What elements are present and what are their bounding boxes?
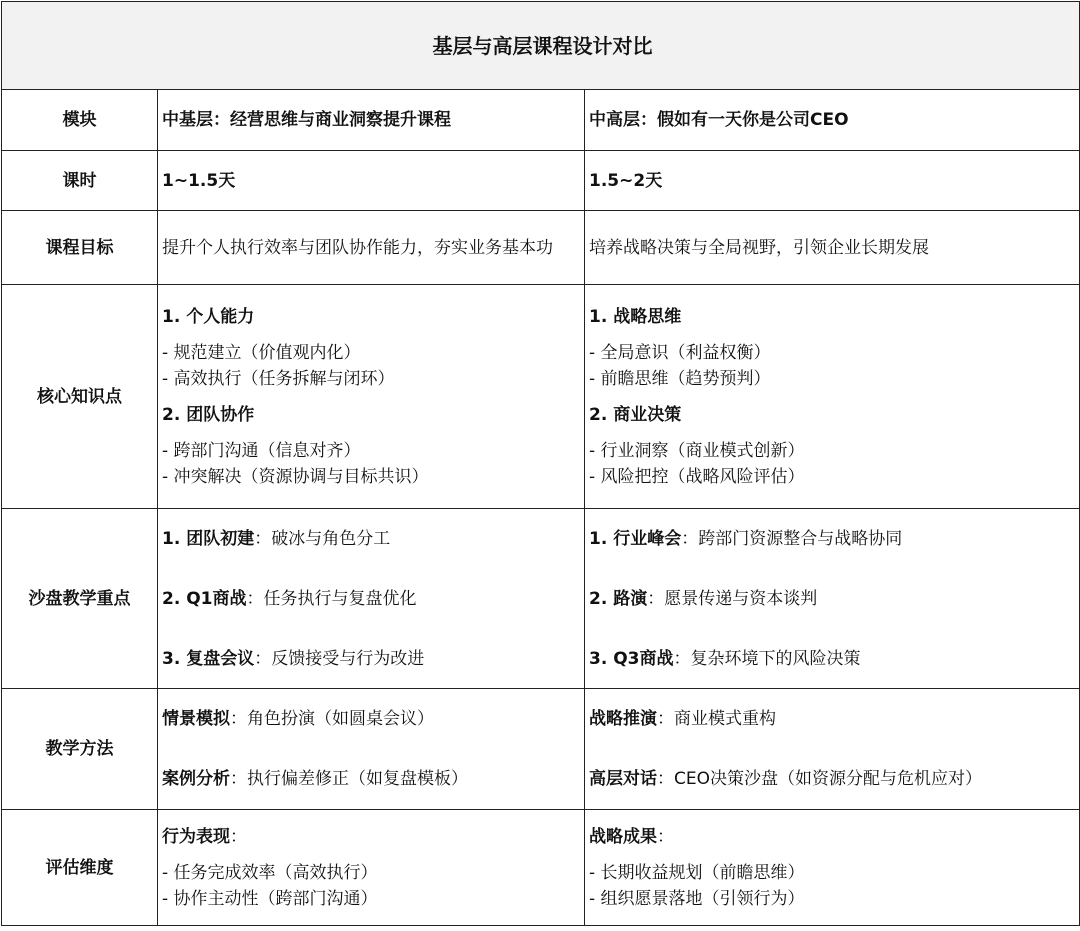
row-knowledge bbox=[2, 285, 1080, 509]
label-goal: 课程目标 bbox=[2, 211, 158, 285]
knowledge-high-bullet-1: - 全局意识（利益权衡） bbox=[589, 342, 771, 363]
method-high-item: 高层对话：CEO决策沙盘（如资源分配与危机应对） bbox=[589, 769, 982, 789]
sandbox-high-item: 2. 路演：愿景传递与资本谈判 bbox=[589, 588, 818, 609]
eval-high-bullet-2: - 组织愿景落地（引领行为） bbox=[589, 888, 805, 909]
knowledge-high-bullet-3: - 行业洞察（商业模式创新） bbox=[589, 440, 805, 461]
label-knowledge: 核心知识点 bbox=[2, 285, 158, 509]
eval-high-bullet-1: - 长期收益规划（前瞻思维） bbox=[589, 862, 805, 883]
method-mid bbox=[158, 689, 585, 810]
goal-high: 培养战略决策与全局视野，引领企业长期发展 bbox=[585, 211, 1080, 285]
sandbox-high-item: 3. Q3商战：复杂环境下的风险决策 bbox=[589, 648, 861, 669]
hours-mid: 1~1.5天 bbox=[158, 151, 585, 211]
knowledge-high-heading-1: 1. 战略思维 bbox=[589, 306, 682, 327]
knowledge-high-heading-2: 2. 商业决策 bbox=[589, 404, 682, 425]
knowledge-mid-heading-2: 2. 团队协作 bbox=[162, 404, 255, 425]
eval-mid-bullet-1: - 任务完成效率（高效执行） bbox=[162, 862, 378, 883]
eval-mid-bullet-2: - 协作主动性（跨部门沟通） bbox=[162, 888, 378, 909]
row-sandbox bbox=[2, 509, 1080, 689]
module-high: 中高层：假如有一天你是公司CEO bbox=[585, 90, 1080, 151]
knowledge-high bbox=[585, 285, 1080, 509]
table-title: 基层与高层课程设计对比 bbox=[2, 2, 1080, 90]
knowledge-mid-heading-1: 1. 个人能力 bbox=[162, 306, 255, 327]
comparison-table bbox=[1, 1, 1080, 926]
sandbox-high-item: 1. 行业峰会：跨部门资源整合与战略协同 bbox=[589, 528, 903, 549]
sandbox-mid bbox=[158, 509, 585, 689]
row-method bbox=[2, 689, 1080, 810]
title-row bbox=[2, 2, 1080, 90]
knowledge-mid-bullet-1: - 规范建立（价值观内化） bbox=[162, 342, 361, 363]
module-mid: 中基层：经营思维与商业洞察提升课程 bbox=[158, 90, 585, 151]
row-hours bbox=[2, 151, 1080, 211]
method-mid-item: 案例分析：执行偏差修正（如复盘模板） bbox=[162, 769, 468, 789]
eval-mid-heading: 行为表现： bbox=[162, 826, 247, 847]
knowledge-high-bullet-2: - 前瞻思维（趋势预判） bbox=[589, 368, 771, 389]
row-eval bbox=[2, 810, 1080, 926]
knowledge-mid-bullet-2: - 高效执行（任务拆解与闭环） bbox=[162, 368, 395, 389]
knowledge-mid-bullet-4: - 冲突解决（资源协调与目标共识） bbox=[162, 466, 429, 487]
goal-mid: 提升个人执行效率与团队协作能力，夯实业务基本功 bbox=[158, 211, 585, 285]
sandbox-mid-item: 1. 团队初建：破冰与角色分工 bbox=[162, 528, 391, 549]
eval-mid bbox=[158, 810, 585, 926]
method-mid-item: 情景模拟：角色扮演（如圆桌会议） bbox=[162, 709, 434, 729]
knowledge-mid-bullet-3: - 跨部门沟通（信息对齐） bbox=[162, 440, 361, 461]
sandbox-mid-item: 2. Q1商战：任务执行与复盘优化 bbox=[162, 588, 417, 609]
knowledge-mid bbox=[158, 285, 585, 509]
eval-high bbox=[585, 810, 1080, 926]
row-goal bbox=[2, 211, 1080, 285]
comparison-sheet bbox=[0, 1, 1080, 931]
label-sandbox: 沙盘教学重点 bbox=[2, 509, 158, 689]
eval-high-heading: 战略成果： bbox=[589, 826, 674, 847]
label-eval: 评估维度 bbox=[2, 810, 158, 926]
method-high-item: 战略推演：商业模式重构 bbox=[589, 709, 776, 729]
method-high bbox=[585, 689, 1080, 810]
sandbox-high bbox=[585, 509, 1080, 689]
row-module bbox=[2, 90, 1080, 151]
hours-high: 1.5~2天 bbox=[585, 151, 1080, 211]
knowledge-high-bullet-4: - 风险把控（战略风险评估） bbox=[589, 466, 805, 487]
label-module: 模块 bbox=[2, 90, 158, 151]
label-method: 教学方法 bbox=[2, 689, 158, 810]
label-hours: 课时 bbox=[2, 151, 158, 211]
sandbox-mid-item: 3. 复盘会议：反馈接受与行为改进 bbox=[162, 648, 425, 669]
